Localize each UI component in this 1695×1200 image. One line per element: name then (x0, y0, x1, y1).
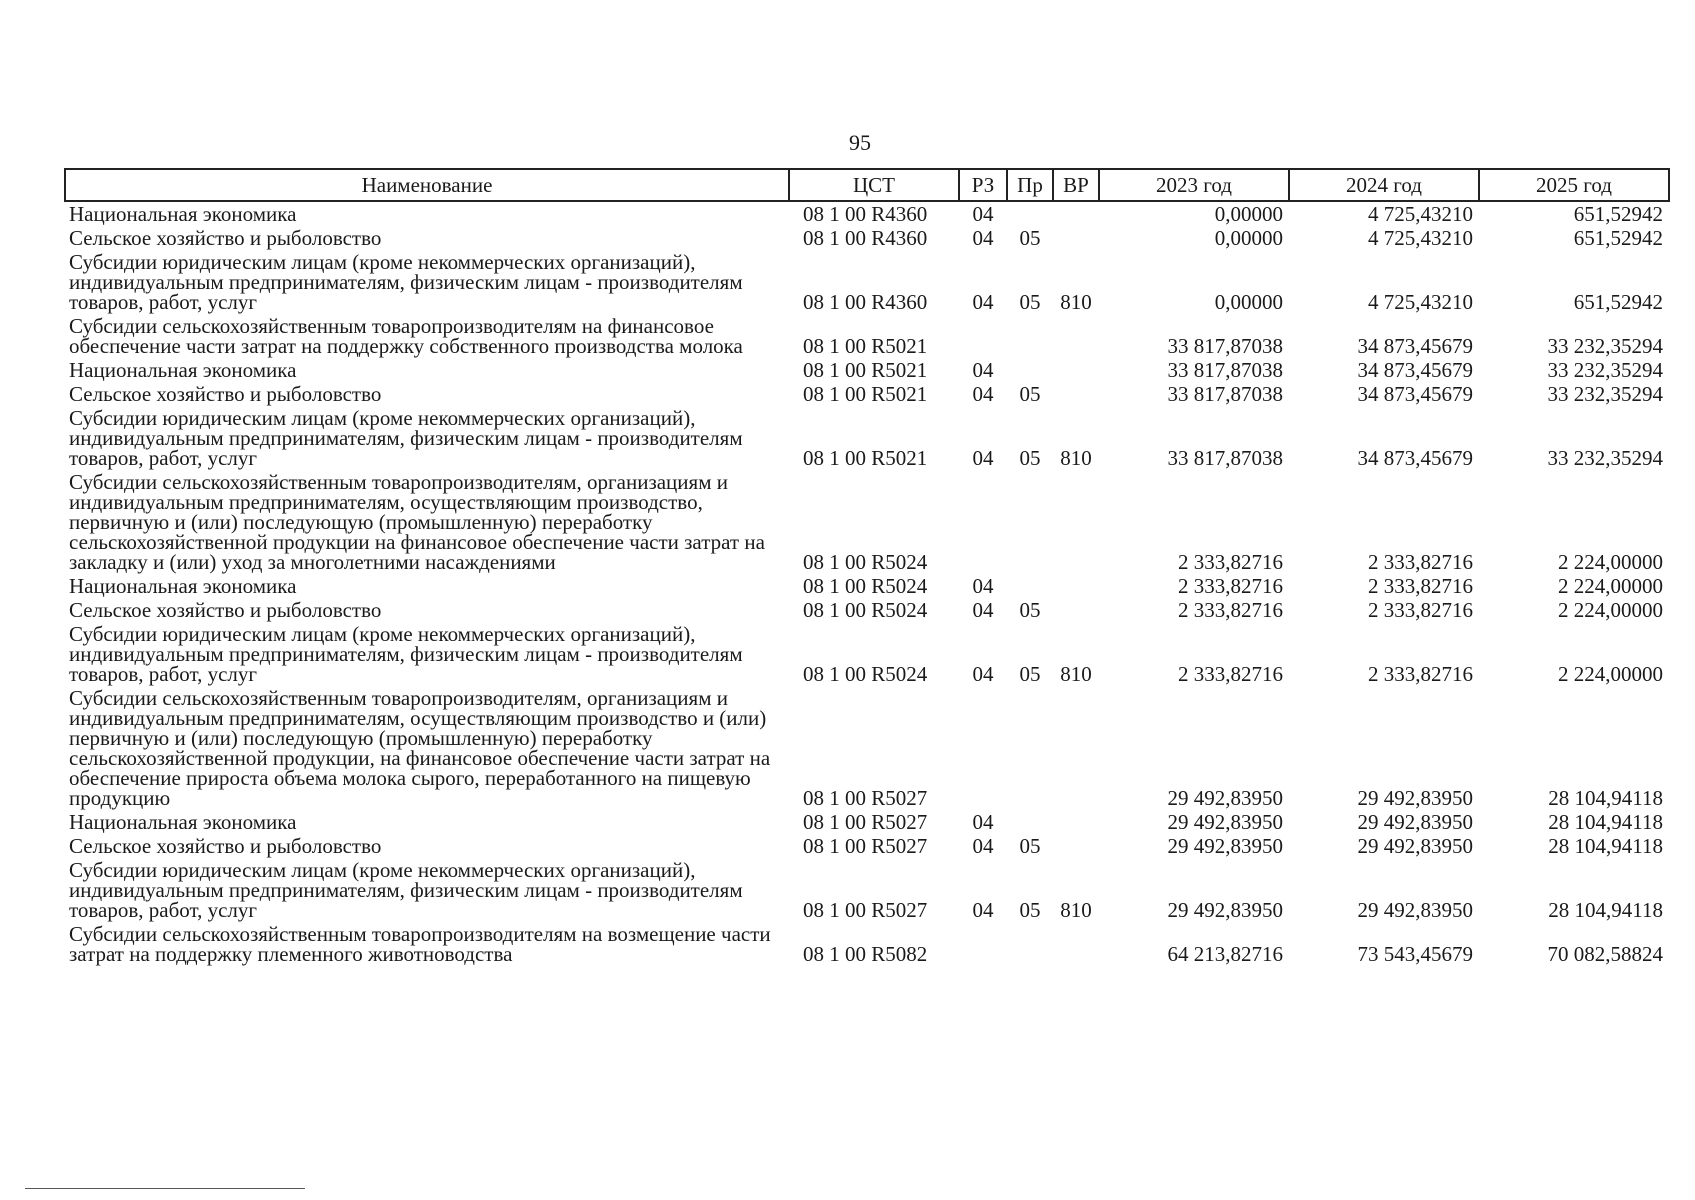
row-cst: 08 1 00 R5024 (803, 574, 928, 598)
table-row (65, 358, 1669, 382)
row-rz: 04 (972, 574, 994, 598)
row-name: Субсидии юридическим лицам (кроме некоммерческих организаций), индивидуальным предпринимателям, физическим лицам - производителям товаров, работ, услуг (69, 858, 743, 922)
header-2023: 2023 год (1099, 169, 1289, 201)
row-cst: 08 1 00 R5024 (803, 662, 928, 686)
row-name: Сельское хозяйство и рыболовство (69, 226, 382, 250)
row-cst: 08 1 00 R5027 (803, 898, 928, 922)
header-2025: 2025 год (1479, 169, 1669, 201)
row-value-2025: 33 232,35294 (1547, 358, 1663, 382)
row-cst: 08 1 00 R5021 (803, 334, 928, 358)
row-vr (1053, 834, 1099, 858)
row-rz: 04 (972, 834, 994, 858)
row-rz: 04 (972, 290, 994, 314)
table-row (65, 201, 1669, 226)
table-row (65, 314, 1669, 358)
row-name: Субсидии сельскохозяйственным товаропроизводителям на возмещение части затрат на поддержку племенного животноводства (69, 922, 771, 966)
row-name: Субсидии сельскохозяйственным товаропроизводителям на финансовое обеспечение части затрат на поддержку собственного производства молока (69, 314, 743, 358)
row-value-2023: 29 492,83950 (1167, 786, 1283, 810)
row-pr: 05 (1019, 898, 1041, 922)
row-value-2024: 4 725,43210 (1368, 202, 1473, 226)
row-name: Сельское хозяйство и рыболовство (69, 598, 382, 622)
row-rz: 04 (972, 382, 994, 406)
table-row (65, 834, 1669, 858)
row-rz: 04 (972, 810, 994, 834)
row-value-2024: 73 543,45679 (1357, 942, 1473, 966)
row-cst: 08 1 00 R4360 (803, 226, 928, 250)
row-value-2025: 2 224,00000 (1558, 574, 1663, 598)
row-value-2025: 2 224,00000 (1558, 550, 1663, 574)
budget-table (64, 168, 1670, 966)
row-value-2024: 2 333,82716 (1368, 662, 1473, 686)
row-value-2025: 33 232,35294 (1547, 446, 1663, 470)
row-value-2023: 33 817,87038 (1167, 334, 1283, 358)
row-cst: 08 1 00 R5082 (803, 942, 928, 966)
row-pr (1007, 574, 1053, 598)
row-name: Субсидии юридическим лицам (кроме некоммерческих организаций), индивидуальным предпринимателям, физическим лицам - производителям товаров, работ, услуг (69, 622, 743, 686)
row-cst: 08 1 00 R5024 (803, 598, 928, 622)
row-rz (959, 314, 1007, 358)
header-2024: 2024 год (1289, 169, 1479, 201)
row-pr (1007, 686, 1053, 810)
row-value-2024: 29 492,83950 (1357, 810, 1473, 834)
row-name: Сельское хозяйство и рыболовство (69, 382, 382, 406)
row-pr: 05 (1019, 382, 1041, 406)
row-value-2025: 2 224,00000 (1558, 598, 1663, 622)
footer-divider (25, 1188, 305, 1189)
row-value-2024: 34 873,45679 (1357, 358, 1473, 382)
row-value-2023: 0,00000 (1214, 226, 1283, 250)
row-value-2023: 2 333,82716 (1178, 550, 1283, 574)
row-value-2024: 29 492,83950 (1357, 786, 1473, 810)
row-pr (1007, 470, 1053, 574)
row-vr (1053, 226, 1099, 250)
row-name: Национальная экономика (69, 358, 297, 382)
row-value-2024: 4 725,43210 (1368, 226, 1473, 250)
row-value-2024: 4 725,43210 (1368, 290, 1473, 314)
row-value-2023: 29 492,83950 (1167, 810, 1283, 834)
row-vr: 810 (1060, 898, 1092, 922)
row-vr (1053, 922, 1099, 966)
row-rz: 04 (972, 358, 994, 382)
row-value-2025: 33 232,35294 (1547, 334, 1663, 358)
row-rz: 04 (972, 598, 994, 622)
table-row (65, 382, 1669, 406)
header-rz: РЗ (959, 169, 1007, 201)
row-pr (1007, 922, 1053, 966)
row-cst: 08 1 00 R5021 (803, 382, 928, 406)
row-value-2023: 29 492,83950 (1167, 834, 1283, 858)
table-row (65, 250, 1669, 314)
row-pr (1007, 201, 1053, 226)
row-vr (1053, 382, 1099, 406)
row-value-2024: 34 873,45679 (1357, 446, 1473, 470)
row-value-2023: 33 817,87038 (1167, 446, 1283, 470)
row-vr (1053, 686, 1099, 810)
row-vr (1053, 201, 1099, 226)
row-vr (1053, 810, 1099, 834)
row-pr: 05 (1019, 662, 1041, 686)
row-pr: 05 (1019, 598, 1041, 622)
row-value-2025: 2 224,00000 (1558, 662, 1663, 686)
row-value-2023: 33 817,87038 (1167, 358, 1283, 382)
row-name: Субсидии юридическим лицам (кроме некоммерческих организаций), индивидуальным предпринимателям, физическим лицам - производителям товаров, работ, услуг (69, 406, 743, 470)
row-pr (1007, 314, 1053, 358)
row-value-2025: 28 104,94118 (1548, 786, 1663, 810)
row-value-2024: 29 492,83950 (1357, 834, 1473, 858)
row-name: Субсидии юридическим лицам (кроме некоммерческих организаций), индивидуальным предпринимателям, физическим лицам - производителям товаров, работ, услуг (69, 250, 743, 314)
row-value-2025: 28 104,94118 (1548, 898, 1663, 922)
header-cst: ЦСТ (789, 169, 959, 201)
row-rz (959, 686, 1007, 810)
row-vr (1053, 470, 1099, 574)
table-row (65, 858, 1669, 922)
row-name: Субсидии сельскохозяйственным товаропроизводителям, организациям и индивидуальным предпринимателям, осуществляющим производство, первичную и (или) последующую (промышленную) переработку сельскохозяйственной продукции на финансовое обеспечение части затрат на закладку и (или) уход за многолетними насаждениями (69, 470, 765, 574)
row-vr (1053, 598, 1099, 622)
row-vr: 810 (1060, 290, 1092, 314)
row-value-2023: 0,00000 (1214, 290, 1283, 314)
row-cst: 08 1 00 R4360 (803, 202, 928, 226)
row-value-2025: 651,52942 (1573, 290, 1663, 314)
row-value-2024: 29 492,83950 (1357, 898, 1473, 922)
row-rz: 04 (972, 446, 994, 470)
row-cst: 08 1 00 R5021 (803, 358, 928, 382)
table-row (65, 686, 1669, 810)
table-row (65, 922, 1669, 966)
row-rz (959, 470, 1007, 574)
row-vr (1053, 574, 1099, 598)
row-vr (1053, 314, 1099, 358)
row-value-2023: 2 333,82716 (1178, 662, 1283, 686)
row-name: Национальная экономика (69, 574, 297, 598)
table-row (65, 598, 1669, 622)
row-cst: 08 1 00 R4360 (803, 290, 928, 314)
row-name: Национальная экономика (69, 810, 297, 834)
row-value-2024: 2 333,82716 (1368, 550, 1473, 574)
row-value-2024: 34 873,45679 (1357, 382, 1473, 406)
row-value-2025: 28 104,94118 (1548, 834, 1663, 858)
row-rz: 04 (972, 226, 994, 250)
row-vr: 810 (1060, 446, 1092, 470)
row-value-2023: 0,00000 (1214, 202, 1283, 226)
row-name: Сельское хозяйство и рыболовство (69, 834, 382, 858)
table-header (65, 169, 1669, 201)
row-value-2025: 651,52942 (1573, 202, 1663, 226)
row-value-2024: 34 873,45679 (1357, 334, 1473, 358)
row-value-2024: 2 333,82716 (1368, 598, 1473, 622)
header-name: Наименование (65, 169, 789, 201)
row-cst: 08 1 00 R5027 (803, 810, 928, 834)
table-row (65, 574, 1669, 598)
row-rz: 04 (972, 662, 994, 686)
row-vr (1053, 358, 1099, 382)
table-row (65, 470, 1669, 574)
table-row (65, 622, 1669, 686)
row-cst: 08 1 00 R5021 (803, 446, 928, 470)
row-value-2025: 28 104,94118 (1548, 810, 1663, 834)
page-number: 95 (849, 130, 871, 155)
row-pr: 05 (1019, 226, 1041, 250)
header-vr: ВР (1053, 169, 1099, 201)
row-cst: 08 1 00 R5027 (803, 786, 928, 810)
row-name: Национальная экономика (69, 202, 297, 226)
row-value-2025: 651,52942 (1573, 226, 1663, 250)
table-body (65, 201, 1669, 966)
row-value-2025: 70 082,58824 (1547, 942, 1663, 966)
row-value-2023: 64 213,82716 (1167, 942, 1283, 966)
row-value-2025: 33 232,35294 (1547, 382, 1663, 406)
row-rz (959, 922, 1007, 966)
row-cst: 08 1 00 R5027 (803, 834, 928, 858)
row-rz: 04 (972, 202, 994, 226)
row-value-2023: 2 333,82716 (1178, 574, 1283, 598)
row-value-2024: 2 333,82716 (1368, 574, 1473, 598)
row-value-2023: 33 817,87038 (1167, 382, 1283, 406)
table-row (65, 810, 1669, 834)
row-pr: 05 (1019, 446, 1041, 470)
row-pr (1007, 810, 1053, 834)
row-value-2023: 29 492,83950 (1167, 898, 1283, 922)
row-cst: 08 1 00 R5024 (803, 550, 928, 574)
header-pr: Пр (1007, 169, 1053, 201)
row-pr: 05 (1019, 290, 1041, 314)
row-vr: 810 (1060, 662, 1092, 686)
table-row (65, 226, 1669, 250)
row-rz: 04 (972, 898, 994, 922)
row-pr: 05 (1019, 834, 1041, 858)
row-pr (1007, 358, 1053, 382)
table-row (65, 406, 1669, 470)
row-name: Субсидии сельскохозяйственным товаропроизводителям, организациям и индивидуальным предпринимателям, осуществляющим производство и (или) первичную и (или) последующую (промышленную) переработку сельскохозяйственной продукции, на финансовое обеспечение части затрат на обеспечение прироста объема молока сырого, переработанного на пищевую продукцию (69, 686, 771, 810)
row-value-2023: 2 333,82716 (1178, 598, 1283, 622)
